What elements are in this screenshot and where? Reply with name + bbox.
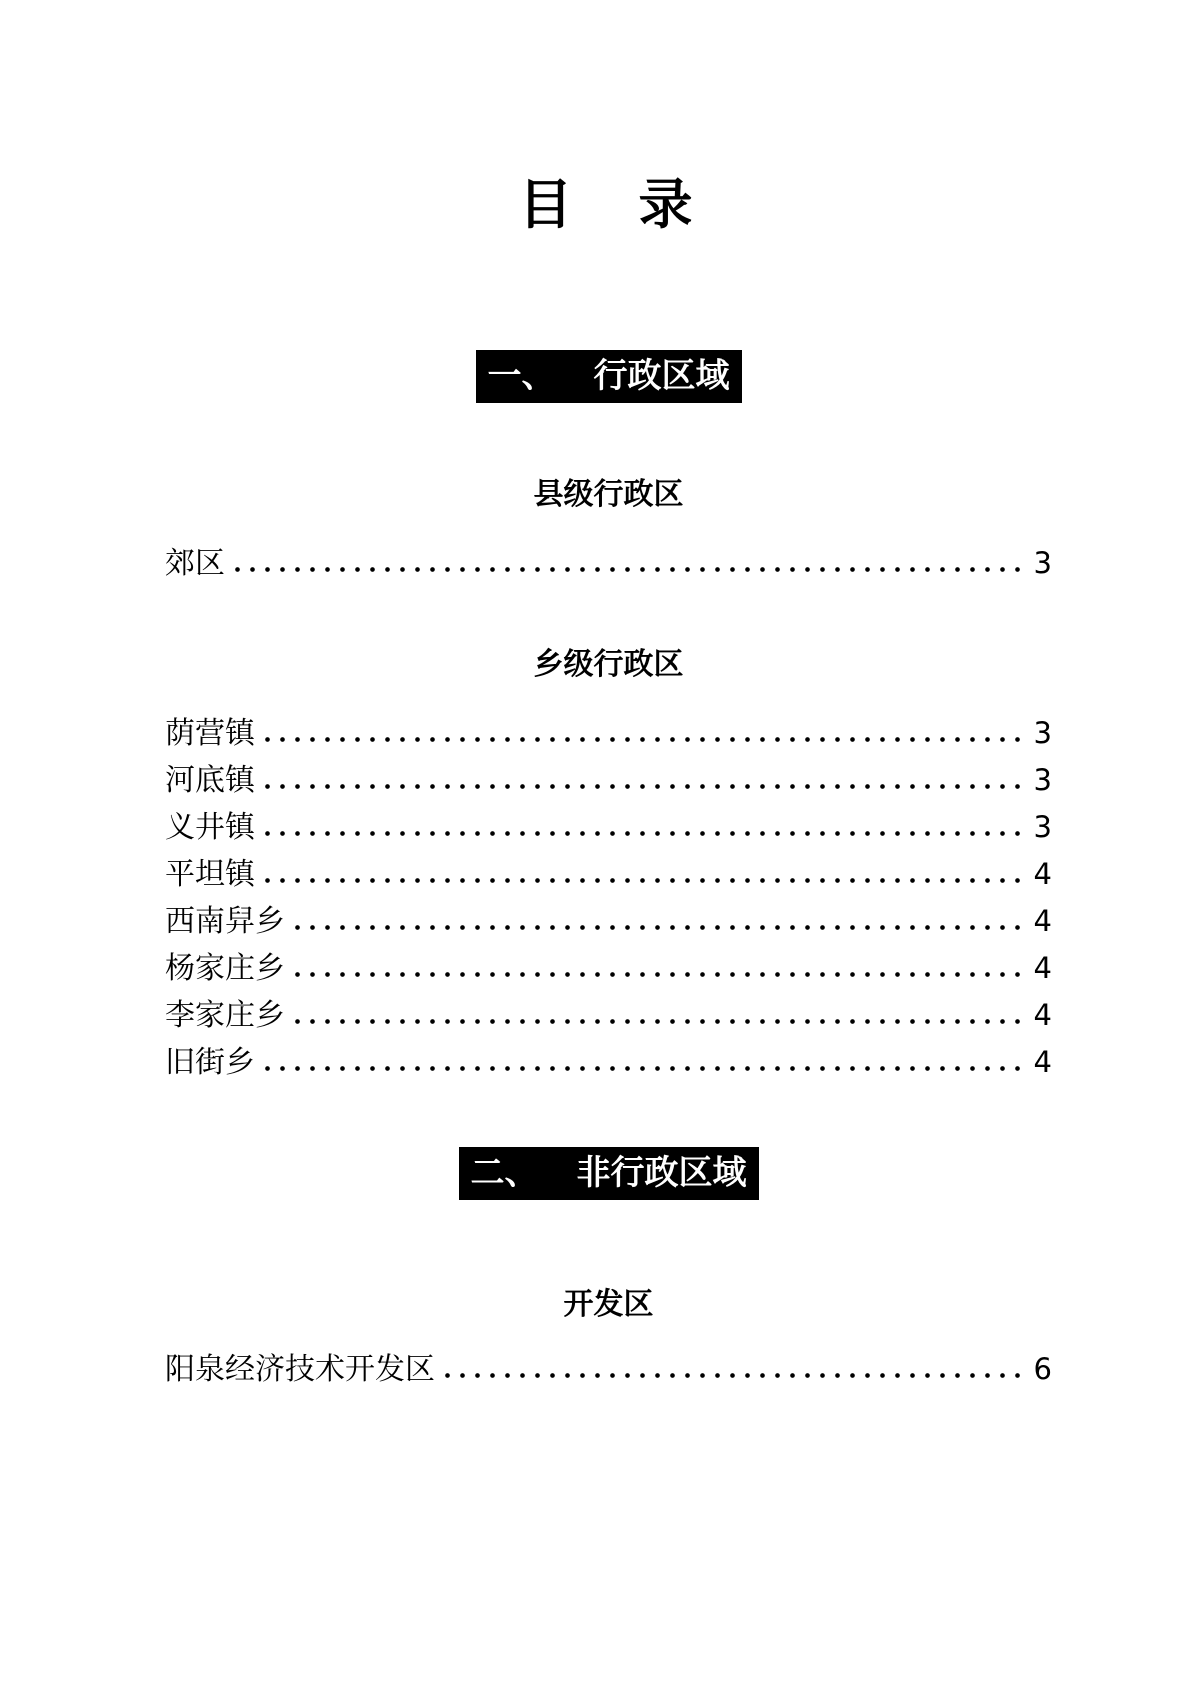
toc-entry-page: 3: [1033, 715, 1052, 750]
toc-entry: [165, 757, 1052, 804]
toc-entry-title: 李家庄乡: [165, 997, 285, 1033]
page-title: 目 录: [518, 172, 699, 236]
section-1-title: 行政区域: [593, 355, 730, 396]
toc-entry: [165, 851, 1052, 898]
toc-entry: [165, 1346, 1052, 1393]
toc-entry-page: 4: [1033, 903, 1052, 938]
toc-entry-title: 郊区: [165, 545, 225, 581]
toc-entry-page: 4: [1033, 1044, 1052, 1079]
toc-entry-title: 平坦镇: [165, 856, 255, 892]
dot-leader: [260, 877, 1022, 884]
dot-leader: [260, 830, 1022, 837]
section-2-number: 二、: [470, 1152, 539, 1193]
toc-list-county-level: [165, 540, 1052, 587]
toc-entry: [165, 540, 1052, 587]
toc-entry: [165, 710, 1052, 757]
dot-leader: [290, 971, 1022, 978]
subsection-heading-township-level: 乡级行政区: [533, 646, 684, 682]
toc-entry: [165, 1039, 1052, 1086]
section-1-header-wrap: [165, 350, 1052, 403]
dot-leader: [260, 1065, 1022, 1072]
section-2-header: [459, 1147, 759, 1200]
section-1-header: [476, 350, 742, 403]
dot-leader: [290, 1018, 1022, 1025]
toc-entry: [165, 804, 1052, 851]
toc-entry-page: 3: [1033, 545, 1052, 580]
toc-entry: [165, 898, 1052, 945]
toc-entry-page: 3: [1033, 809, 1052, 844]
section-2-header-wrap: [165, 1147, 1052, 1200]
toc-entry-page: 4: [1033, 997, 1052, 1032]
dot-leader: [260, 736, 1022, 743]
toc-entry: [165, 945, 1052, 992]
toc-entry-title: 阳泉经济技术开发区: [165, 1351, 435, 1387]
section-2-title: 非行政区域: [576, 1152, 747, 1193]
dot-leader: [440, 1372, 1022, 1379]
dot-leader: [230, 566, 1022, 573]
toc-entry-title: 河底镇: [165, 762, 255, 798]
toc-entry: [165, 992, 1052, 1039]
toc-entry-title: 义井镇: [165, 809, 255, 845]
dot-leader: [290, 924, 1022, 931]
subsection-heading-development-zone: 开发区: [563, 1286, 654, 1322]
toc-entry-title: 杨家庄乡: [165, 950, 285, 986]
toc-list-township-level: [165, 710, 1052, 1086]
toc-list-development-zone: [165, 1346, 1052, 1393]
toc-entry-title: 旧街乡: [165, 1044, 255, 1080]
toc-entry-page: 4: [1033, 856, 1052, 891]
toc-entry-page: 6: [1033, 1351, 1052, 1386]
subsection-heading-county-level: 县级行政区: [533, 476, 684, 512]
toc-entry-page: 3: [1033, 762, 1052, 797]
toc-entry-title: 荫营镇: [165, 715, 255, 751]
section-1-number: 一、: [487, 355, 556, 396]
toc-entry-page: 4: [1033, 950, 1052, 985]
toc-entry-title: 西南舁乡: [165, 903, 285, 939]
dot-leader: [260, 783, 1022, 790]
